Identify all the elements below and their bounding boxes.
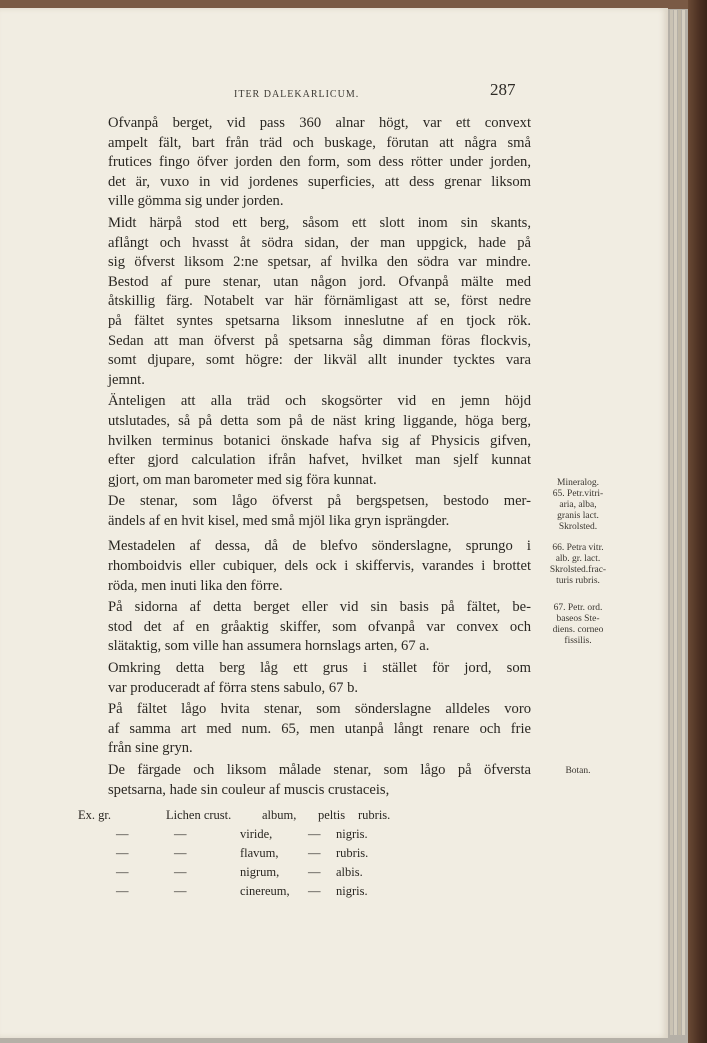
running-title: ITER DALEKARLICUM. <box>234 89 360 100</box>
book-cover-edge <box>688 0 707 1043</box>
margin-note-66 <box>538 543 618 587</box>
lichen-row <box>78 825 418 844</box>
margin-note-67 <box>538 603 618 647</box>
text-line: var produceradt af förra stens sabulo, 67 b. <box>108 679 359 696</box>
text-line: röda, men inuti lika den förre. <box>108 577 283 594</box>
margin-line: alb. gr. lact. <box>555 554 601 564</box>
lichen-header-row <box>78 806 418 825</box>
lichen-cell: rubris. <box>336 846 369 860</box>
text-line: somt djupare, somt högre: der likväl allt inunder tycktes vara <box>108 352 531 369</box>
text-line: Änteligen att alla träd och skogsörter vid en jemn höjd <box>108 393 531 410</box>
text-line: det är, vuxo in vid jordenes superficies, att dess grenar liksom <box>108 173 531 190</box>
text-line: På fältet lågo hvita stenar, som sönderslagne alldeles voro <box>108 701 531 718</box>
text-line: utslutades, så på detta som på de näst kring liggande, höga berg, <box>108 412 531 429</box>
text-line: spetsarna, hade sin couleur af muscis crustaceis, <box>108 781 390 798</box>
paragraph <box>90 537 531 596</box>
lichen-row <box>78 844 418 863</box>
text-line: Omkring detta berg låg ett grus i stället för jord, som <box>108 660 531 677</box>
lichen-cell: rubris. <box>358 808 391 822</box>
lichen-cell: flavum, <box>240 846 279 860</box>
margin-line: granis lact. <box>557 511 599 521</box>
page-edge <box>674 10 677 1035</box>
page-edge <box>670 10 673 1035</box>
paragraph <box>90 659 531 698</box>
text-line: efter gjord calculation ifrån hafvet, hvilket man sjelf kunnat <box>108 452 531 469</box>
lichen-list <box>78 806 418 901</box>
text-line: frutices fingo öfver jorden den form, som dess rötter under jorden, <box>108 154 531 171</box>
lichen-row <box>78 863 418 882</box>
lichen-cell: Lichen crust. <box>166 808 232 822</box>
margin-line: Skrolsted. <box>558 522 598 532</box>
margin-line: 67. Petr. ord. <box>553 603 603 613</box>
margin-line: 65. Petr.vitri- <box>552 489 604 499</box>
paragraph <box>90 492 531 531</box>
text-line: Bestod af pure stenar, utan någon jord. Ofvanpå mälte med <box>108 273 531 290</box>
lichen-cell: nigris. <box>336 827 368 841</box>
text-line: hvilken terminus botanici önskade hafva sig af Physicis gifven, <box>108 432 531 449</box>
text-line: på fältet syntes spetsarna liksom inneslutne af en tjock rök. <box>108 312 531 329</box>
lichen-cell: — <box>116 865 129 879</box>
text-line: Ofvanpå berget, vid pass 360 alnar högt, var ett convext <box>108 115 531 131</box>
paragraph <box>90 761 531 800</box>
text-line: af samma art med num. 65, men utanpå långt renare och frie <box>108 720 531 737</box>
page-edge <box>678 10 681 1035</box>
margin-line: 66. Petra vitr. <box>552 543 604 553</box>
margin-line: fissilis. <box>564 636 592 646</box>
margin-line: Skrolsted.frac- <box>549 565 607 575</box>
lichen-cell: — <box>174 846 187 860</box>
margin-line: Botan. <box>565 766 591 776</box>
lichen-cell: — <box>174 827 187 841</box>
lichen-cell: — <box>308 865 321 879</box>
margin-line: Mineralog. <box>557 478 599 488</box>
text-line: De färgade och liksom målade stenar, som lågo på öfversta <box>108 762 531 778</box>
lichen-cell: — <box>174 884 187 898</box>
text-line: Midt härpå stod ett berg, såsom ett slott inom sin skants, <box>108 214 531 231</box>
paragraph <box>90 214 531 390</box>
lichen-cell: — <box>308 827 321 841</box>
text-line: Mestadelen af dessa, då de blefvo sönderslagne, sprungo i <box>108 538 531 555</box>
page-number: 287 <box>490 80 516 99</box>
lichen-cell: — <box>116 846 129 860</box>
text-line: rhomboidvis eller cubiquer, dels ock i skiffervis, varandes i brottet <box>108 558 531 575</box>
lichen-cell: albis. <box>336 865 363 879</box>
lichen-cell: — <box>174 865 187 879</box>
text-line: från sine gryn. <box>108 740 193 757</box>
lichen-cell: — <box>308 884 321 898</box>
margin-note-botan <box>538 766 618 777</box>
lichen-cell: Ex. gr. <box>78 808 111 822</box>
margin-line: aria, alba, <box>559 500 597 510</box>
text-line: aflångt och hvasst åt södra sidan, der man uppgick, hade på <box>108 234 531 251</box>
paragraph <box>90 598 531 657</box>
lichen-cell: cinereum, <box>240 884 290 898</box>
lichen-cell: nigris. <box>336 884 368 898</box>
text-line: slätaktig, som ville han assumera hornslags arten, 67 a. <box>108 638 430 655</box>
lichen-row <box>78 882 418 901</box>
text-line: De stenar, som lågo öfverst på bergspetsen, bestodo mer- <box>108 493 531 510</box>
lichen-cell: — <box>116 884 129 898</box>
paragraph <box>90 392 531 490</box>
text-line: ampelt fält, bart från träd och buskage, förutan att några små <box>108 134 531 151</box>
lichen-cell: — <box>116 827 129 841</box>
paragraph <box>90 114 531 212</box>
lichen-cell: viride, <box>240 827 273 841</box>
lichen-cell: — <box>308 846 321 860</box>
margin-line: turis rubris. <box>556 576 600 586</box>
lichen-cell: nigrum, <box>240 865 280 879</box>
lichen-cell: peltis <box>318 808 346 822</box>
margin-line: baseos Ste- <box>556 614 600 624</box>
page-edge <box>682 10 685 1035</box>
text-line: ändels af en hvit kisel, med små mjöl lika gryn isprängder. <box>108 512 450 529</box>
text-line: sig öfverst liksom 2:ne spetsar, af hvilka den södra var mindre. <box>108 254 531 271</box>
text-line: åtskillig färg. Notabelt var här förnämligast att se, först nedre <box>108 293 531 310</box>
text-line: ville gömma sig under jorden. <box>108 193 284 210</box>
paragraph <box>90 700 531 759</box>
text-line: gjort, om man barometer med sig föra kunnat. <box>108 471 377 488</box>
text-line: jemnt. <box>108 371 145 388</box>
margin-note-mineralog <box>538 478 618 533</box>
text-line: stod det af en gråaktig skiffer, som ofvanpå var convex och <box>108 618 531 635</box>
margin-line: diens. corneo <box>552 625 604 635</box>
lichen-cell: album, <box>262 808 297 822</box>
body-text <box>90 114 531 802</box>
text-line: Sedan att man öfverst på spetsarna såg dimman föras flockvis, <box>108 332 531 349</box>
text-line: På sidorna af detta berget eller vid sin basis på fältet, be- <box>108 599 531 616</box>
